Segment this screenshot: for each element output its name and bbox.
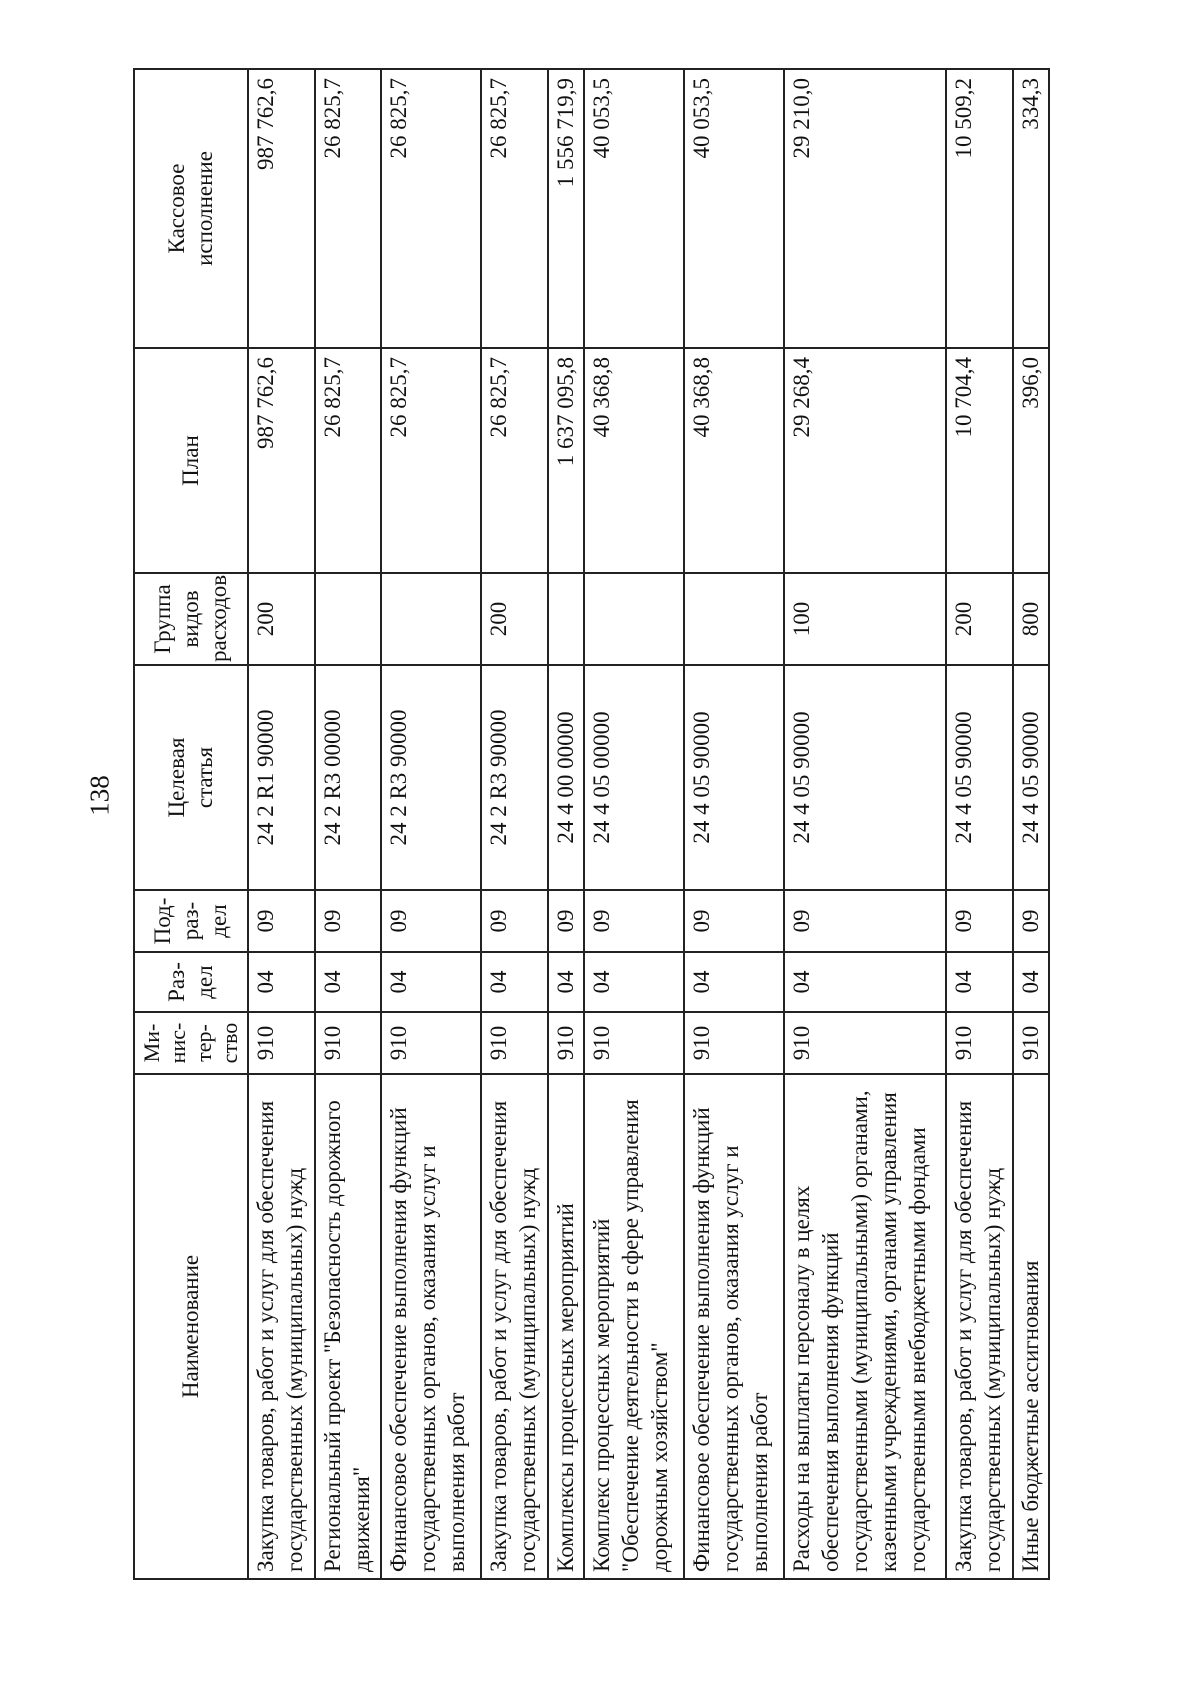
cell-exec: 26 825,7 xyxy=(481,69,548,348)
cell-subsection: 09 xyxy=(684,890,784,952)
cell-group xyxy=(381,573,481,665)
budget-table-container xyxy=(133,70,1050,1580)
cell-target: 24 4 05 90000 xyxy=(1013,665,1050,890)
cell-ministry: 910 xyxy=(946,1012,1013,1074)
cell-plan: 26 825,7 xyxy=(481,348,548,573)
table-row xyxy=(481,69,548,1579)
cell-plan: 26 825,7 xyxy=(315,348,382,573)
cell-name: Закупка товаров, работ и услуг для обеспечения государственных (муниципальных) нужд xyxy=(946,1074,1013,1579)
cell-subsection: 09 xyxy=(548,890,584,952)
header-name xyxy=(134,1074,248,1579)
cell-target: 24 4 05 90000 xyxy=(946,665,1013,890)
table-row xyxy=(315,69,382,1579)
cell-plan: 987 762,6 xyxy=(248,348,315,573)
cell-ministry: 910 xyxy=(481,1012,548,1074)
cell-name: Закупка товаров, работ и услуг для обеспечения государственных (муниципальных) нужд xyxy=(248,1074,315,1579)
table-row xyxy=(946,69,1013,1579)
cell-subsection: 09 xyxy=(946,890,1013,952)
budget-table xyxy=(133,68,1050,1580)
cell-name: Региональный проект "Безопасность дорожного движения" xyxy=(315,1074,382,1579)
cell-ministry: 910 xyxy=(784,1012,946,1074)
cell-exec: 40 053,5 xyxy=(584,69,684,348)
cell-subsection: 09 xyxy=(248,890,315,952)
cell-name: Иные бюджетные ассигнования xyxy=(1013,1074,1050,1579)
cell-section: 04 xyxy=(946,952,1013,1012)
cell-plan: 1 637 095,8 xyxy=(548,348,584,573)
table-row xyxy=(584,69,684,1579)
cell-exec: 334,3 xyxy=(1013,69,1050,348)
table-row xyxy=(381,69,481,1579)
cell-ministry: 910 xyxy=(1013,1012,1050,1074)
cell-target: 24 2 R3 00000 xyxy=(315,665,382,890)
header-section: Раз- дел xyxy=(134,952,248,1012)
cell-group xyxy=(684,573,784,665)
table-row xyxy=(548,69,584,1579)
cell-subsection: 09 xyxy=(584,890,684,952)
cell-section: 04 xyxy=(248,952,315,1012)
table-row xyxy=(784,69,946,1579)
cell-plan: 396,0 xyxy=(1013,348,1050,573)
cell-plan: 29 268,4 xyxy=(784,348,946,573)
cell-target: 24 4 00 00000 xyxy=(548,665,584,890)
cell-plan: 26 825,7 xyxy=(381,348,481,573)
header-subsection: Под- раз- дел xyxy=(134,890,248,952)
cell-section: 04 xyxy=(584,952,684,1012)
header-name-label: Наименование xyxy=(178,1254,203,1399)
cell-section: 04 xyxy=(381,952,481,1012)
cell-plan: 10 704,4 xyxy=(946,348,1013,573)
cell-subsection: 09 xyxy=(481,890,548,952)
header-plan-label: План xyxy=(178,435,203,486)
cell-name: Закупка товаров, работ и услуг для обеспечения государственных (муниципальных) нужд xyxy=(481,1074,548,1579)
cell-name: Финансовое обеспечение выполнения функций государственных органов, оказания услуг и выполнения работ xyxy=(684,1074,784,1579)
cell-name: Расходы на выплаты персоналу в целях обеспечения выполнения функций государственными (муниципальными) органами, казенными учреждениями, органами управления государственными внебюджетными фондами xyxy=(784,1074,946,1579)
cell-target: 24 4 05 00000 xyxy=(584,665,684,890)
header-group: Группа видов расходов xyxy=(134,573,248,665)
cell-ministry: 910 xyxy=(584,1012,684,1074)
cell-group xyxy=(315,573,382,665)
cell-section: 04 xyxy=(1013,952,1050,1012)
table-row xyxy=(248,69,315,1579)
cell-section: 04 xyxy=(481,952,548,1012)
cell-name: Комплексы процессных мероприятий xyxy=(548,1074,584,1579)
cell-group: 200 xyxy=(481,573,548,665)
cell-exec: 10 509,2 xyxy=(946,69,1013,348)
cell-group xyxy=(548,573,584,665)
cell-exec: 987 762,6 xyxy=(248,69,315,348)
header-plan xyxy=(134,348,248,573)
cell-plan: 40 368,8 xyxy=(584,348,684,573)
cell-exec: 26 825,7 xyxy=(315,69,382,348)
cell-section: 04 xyxy=(784,952,946,1012)
cell-group: 800 xyxy=(1013,573,1050,665)
table-row xyxy=(1013,69,1050,1579)
cell-section: 04 xyxy=(315,952,382,1012)
cell-ministry: 910 xyxy=(248,1012,315,1074)
cell-section: 04 xyxy=(684,952,784,1012)
cell-exec: 29 210,0 xyxy=(784,69,946,348)
cell-name: Финансовое обеспечение выполнения функций государственных органов, оказания услуг и выполнения работ xyxy=(381,1074,481,1579)
cell-section: 04 xyxy=(548,952,584,1012)
cell-target: 24 2 R1 90000 xyxy=(248,665,315,890)
cell-target: 24 4 05 90000 xyxy=(684,665,784,890)
cell-group: 200 xyxy=(248,573,315,665)
header-exec: Кассовое исполнение xyxy=(134,69,248,348)
cell-name: Комплекс процессных мероприятий "Обеспечение деятельности в сфере управления дорожным хозяйством" xyxy=(584,1074,684,1579)
cell-group xyxy=(584,573,684,665)
header-target: Целевая статья xyxy=(134,665,248,890)
cell-exec: 40 053,5 xyxy=(684,69,784,348)
cell-group: 100 xyxy=(784,573,946,665)
cell-ministry: 910 xyxy=(315,1012,382,1074)
cell-target: 24 4 05 90000 xyxy=(784,665,946,890)
cell-ministry: 910 xyxy=(684,1012,784,1074)
cell-plan: 40 368,8 xyxy=(684,348,784,573)
cell-subsection: 09 xyxy=(381,890,481,952)
cell-target: 24 2 R3 90000 xyxy=(381,665,481,890)
cell-ministry: 910 xyxy=(548,1012,584,1074)
cell-subsection: 09 xyxy=(784,890,946,952)
header-ministry: Ми- нис- тер- ство xyxy=(134,1012,248,1074)
cell-group: 200 xyxy=(946,573,1013,665)
page-number: 138 xyxy=(84,775,115,816)
cell-subsection: 09 xyxy=(1013,890,1050,952)
cell-ministry: 910 xyxy=(381,1012,481,1074)
table-row xyxy=(684,69,784,1579)
cell-subsection: 09 xyxy=(315,890,382,952)
cell-target: 24 2 R3 90000 xyxy=(481,665,548,890)
cell-exec: 26 825,7 xyxy=(381,69,481,348)
cell-exec: 1 556 719,9 xyxy=(548,69,584,348)
